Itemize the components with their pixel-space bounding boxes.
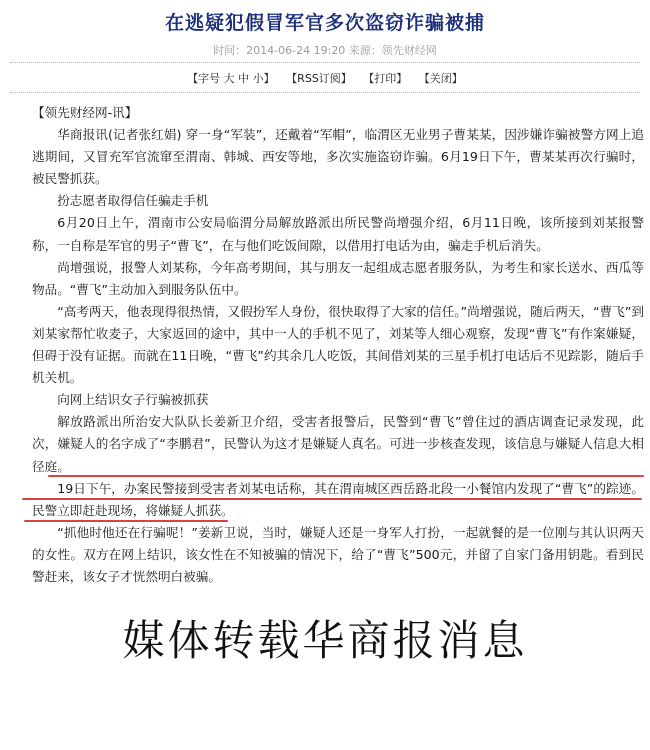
article-paragraph: 华商报讯(记者张红娟) 穿一身“军装”，还戴着“军帽”，临渭区无业男子曹某某，因涉嫌诈骗被警方网上追逃期间，又冒充军官流窜至渭南、韩城、西安等地，多次实施盗窃诈骗。6月19日下午，曹某某再次行骗时，被民警抓获。 <box>32 127 644 187</box>
article-meta: 时间：2014-06-24 19:20 来源：领先财经网 <box>213 44 437 57</box>
article-toolbar <box>0 70 650 86</box>
article-subheading: 扮志愿者取得信任骗走手机 <box>57 193 209 209</box>
article-paragraph: 6月20日上午，渭南市公安局临渭分局解放路派出所民警尚增强介绍，6月11日晚，该所接到刘某报警称，一自称是军官的男子“曹飞”，在与他们吃饭间隙，以借用打电话为由，骗走手机后消失。 <box>32 215 644 253</box>
highlight-underline <box>48 475 644 477</box>
article-paragraph: “抓他时他还在行骗呢！”姜新卫说，当时，嫌疑人还是一身军人打扮，一起就餐的是一位刚与其认识两天的女性。双方在网上结识，该女性在不知被骗的情况下，给了“曹飞”500元，并留了自家门备用钥匙。看到民警赶来，该女子才恍然明白被骗。 <box>32 524 644 584</box>
print-link[interactable]: 【打印】 <box>363 72 408 85</box>
highlight-underline <box>22 498 642 500</box>
article-source-tag: 【领先财经网-讯】 <box>32 105 138 120</box>
highlight-underline <box>24 520 228 522</box>
article-paragraph: 解放路派出所治安大队队长姜新卫介绍，受害者报警后，民警到“曹飞”曾住过的酒店调查记录发现，此次，嫌疑人的名字成了“李鹏君”，民警认为这才是嫌疑人真名。可进一步核查发现，该信息与嫌疑人信息大相径庭。 <box>32 414 644 474</box>
highlighted-passage <box>32 478 644 522</box>
article-subheading: 向网上结识女子行骗被抓获 <box>57 392 209 408</box>
article-paragraph: “高考两天，他表现得很热情，又假扮军人身份，很快取得了大家的信任。”尚增强说，随后两天，“曹飞”到刘某家帮忙收麦子，大家返回的途中，其中一人的手机不见了，刘某等人细心观察，发现“曹飞”有作案嫌疑，但碍于没有证据。而就在11日晚，“曹飞”约其余几人吃饭，其间借刘某的三星手机打电话后不见踪影，随后手机关机。 <box>32 303 644 386</box>
divider-bottom <box>10 92 640 93</box>
overlay-caption: 媒体转载华商报消息 <box>122 616 528 665</box>
close-link[interactable]: 【关闭】 <box>418 72 463 85</box>
article-paragraph-highlighted: 19日下午，办案民警接到受害者刘某电话称，其在渭南城区西岳路北段一小餐馆内发现了“曹飞”的踪迹。民警立即赶赴现场，将嫌疑人抓获。 <box>32 480 644 518</box>
article-title: 在逃疑犯假冒军官多次盗窃诈骗被捕 <box>164 12 485 34</box>
font-size-control[interactable]: 【字号 大 中 小】 <box>187 72 275 85</box>
article-paragraph: 尚增强说，报警人刘某称，今年高考期间，其与朋友一起组成志愿者服务队，为考生和家长送水、西瓜等物品。“曹飞”主动加入到服务队伍中。 <box>32 259 644 297</box>
article-body <box>32 102 644 588</box>
rss-link[interactable]: 【RSS订阅】 <box>286 72 352 85</box>
divider-top <box>10 62 640 63</box>
